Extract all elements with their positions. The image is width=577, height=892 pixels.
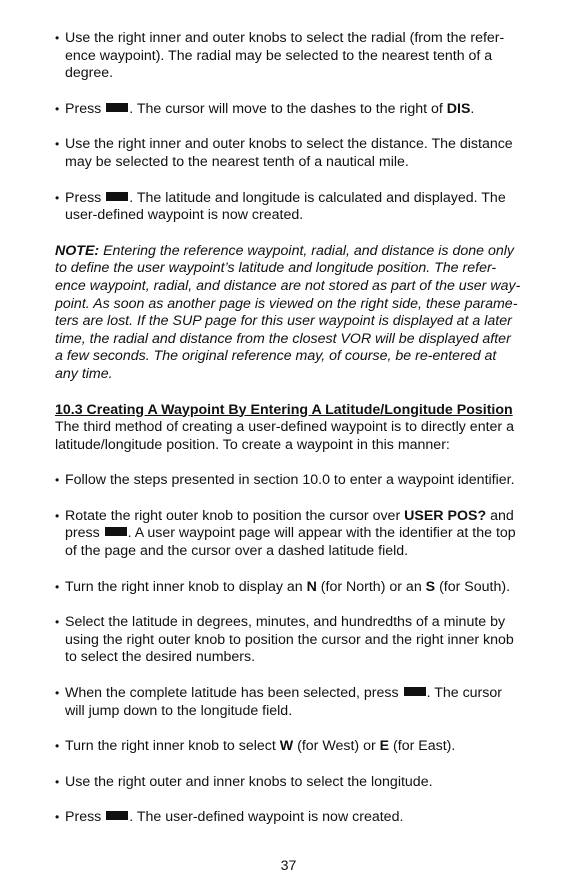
bold-term: N [306,578,317,595]
bullet-dot: • [55,190,60,205]
enter-key-icon [106,192,128,201]
spacer [55,384,525,402]
spacer [55,720,525,738]
bullet-item: • Turn the right inner knob to select W (for West) or E (for East). [55,738,456,755]
spacer [55,118,525,136]
spacer [55,454,525,472]
spacer [55,756,525,774]
bold-term: W [279,738,294,755]
bullet-item: • Press . The latitude and longitude is calculated and displayed. The user-defined waypoint is now created. [55,189,506,224]
note-label: NOTE: [55,242,100,259]
bullet-dot: • [55,810,60,825]
spacer [55,83,525,101]
bullet-item: • Use the right outer and inner knobs to select the longitude. [55,773,433,790]
spacer [55,490,525,508]
enter-key-icon [105,527,127,536]
bullet-item: • Turn the right inner knob to display an N (for North) or an S (for South). [55,578,511,595]
bullet-item: • Select the latitude in degrees, minutes, and hundredths of a minute by using the right outer knob to position the cursor and the right inner knob to select the desired numbers. [55,614,514,666]
bullet-dot: • [55,579,60,594]
bullet-item: • Rotate the right outer knob to position the cursor over USER POS? and press . A user waypoint page will appear with the identifier at the top of the page and the cursor over a dashed latitude field. [55,507,516,560]
paragraph: The third method of creating a user-defined waypoint is to directly enter a latitude/longitude position. To create a waypoint in this manner: [55,419,514,453]
enter-key-icon [404,687,426,696]
enter-key-icon [106,811,128,820]
spacer [55,596,525,614]
spacer [55,561,525,579]
bullet-dot: • [55,774,60,789]
bullet-item: • When the complete latitude has been selected, press . The cursor will jump down to the longitude field. [55,685,502,719]
bullet-dot: • [55,739,60,754]
bullet-item: • Press . The cursor will move to the dashes to the right of DIS. [55,100,475,117]
bold-term: USER POS? [404,507,487,524]
bold-term: E [379,738,390,755]
bullet-dot: • [55,686,60,701]
bullet-item: • Use the right inner and outer knobs to select the radial (from the refer- ence waypoint). The radial may be selected to the nearest tenth of a degree. [55,30,505,82]
spacer [55,172,525,190]
spacer [55,225,525,243]
enter-key-icon [106,103,128,112]
bold-term: DIS [446,100,471,117]
bullet-dot: • [55,615,60,630]
bold-term: S [425,578,436,595]
section-heading: 10.3 Creating A Waypoint By Entering A Latitude/Longitude Position [55,401,513,418]
bullet-item: • Press . The user-defined waypoint is now created. [55,809,404,826]
spacer [55,667,525,685]
bullet-dot: • [55,508,60,523]
bullet-dot: • [55,137,60,152]
spacer [55,791,525,809]
bullet-dot: • [55,31,60,45]
bullet-item: • Use the right inner and outer knobs to select the distance. The distance may be selected to the nearest tenth of a nautical mile. [55,136,513,170]
note-block: NOTE: Entering the reference waypoint, radial, and distance is done only to define the user waypoint’s latitude and longitude position. The refer- ence waypoint, radial, and distance are not stored as part of the user way- point. As soon as another page is viewed on the right side, these parame- ters are lost. If the SUP page for this user waypoint is displayed at a later time, the radial and distance from the closest VOR will be displayed after a few seconds. The original reference may, of course, be re-entered at any time. [55,242,521,382]
bullet-dot: • [55,473,60,488]
page-number: 37 [280,858,297,874]
bullet-dot: • [55,101,60,116]
manual-page-body [55,30,525,827]
bullet-item: • Follow the steps presented in section 10.0 to enter a waypoint identifier. [55,472,515,489]
